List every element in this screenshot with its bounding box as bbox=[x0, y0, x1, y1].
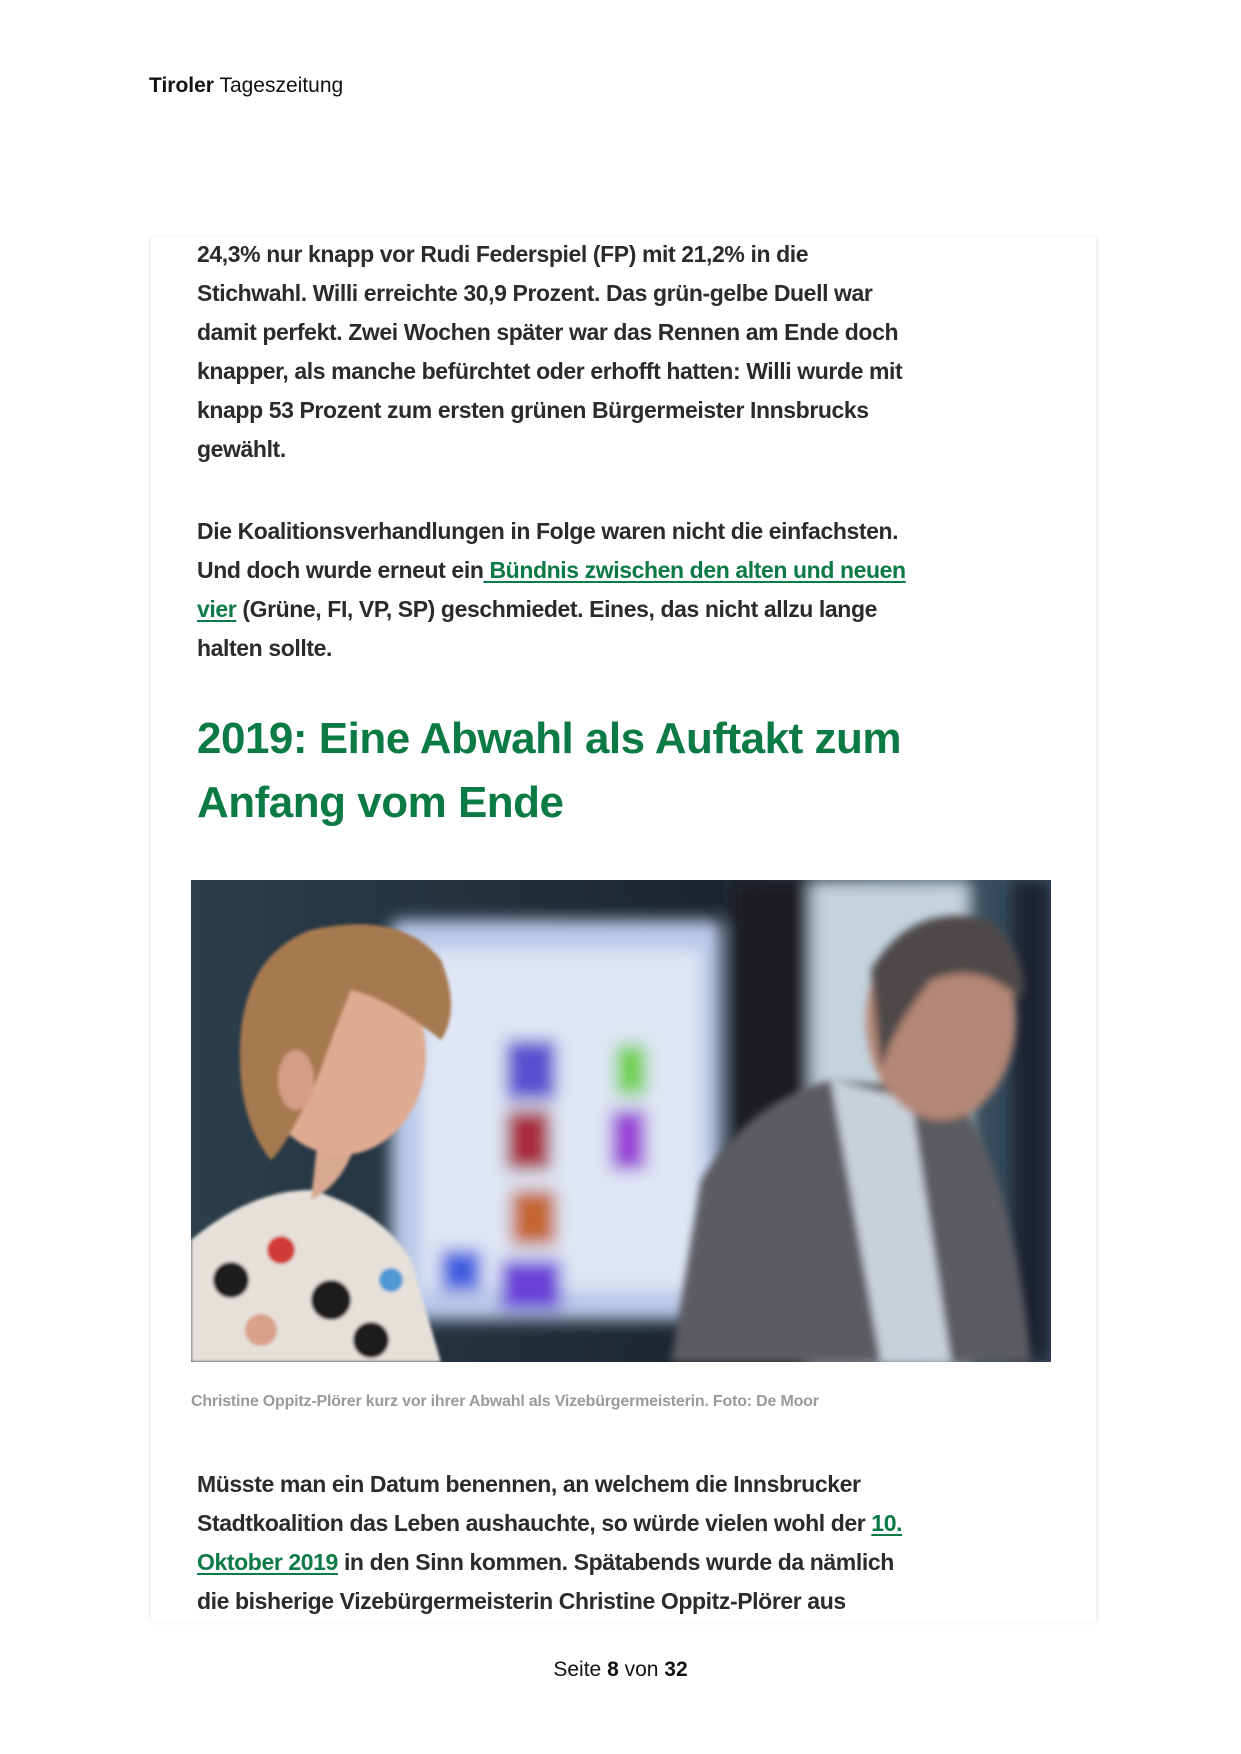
text-line: gewählt. bbox=[197, 436, 286, 462]
photo-caption: Christine Oppitz-Plörer kurz vor ihrer Abwahl als Vizebürgermeisterin. Foto: De Moor bbox=[191, 1393, 819, 1410]
text-line bbox=[197, 551, 906, 590]
coalition-link[interactable]: Bündnis zwischen den alten und neuen bbox=[483, 557, 906, 583]
heading-line: 2019: Eine Abwahl als Auftakt zum bbox=[197, 714, 901, 763]
text-line bbox=[197, 590, 906, 629]
current-page: 8 bbox=[607, 1658, 619, 1681]
text-line: die bisherige Vizebürgermeisterin Christine Oppitz-Plörer aus bbox=[197, 1588, 846, 1614]
brand-regular: Tageszeitung bbox=[219, 74, 344, 97]
text: Und doch wurde erneut ein bbox=[197, 557, 484, 583]
text: Stadtkoalition das Leben aushauchte, so würde vielen wohl der bbox=[197, 1510, 872, 1536]
publication-brand bbox=[149, 74, 343, 98]
text-line: damit perfekt. Zwei Wochen später war das Rennen am Ende doch bbox=[197, 319, 899, 345]
text-line: Stichwahl. Willi erreichte 30,9 Prozent. Das grün-gelbe Duell war bbox=[197, 280, 873, 306]
text: in den Sinn kommen. Spätabends wurde da nämlich bbox=[337, 1549, 894, 1575]
section-heading bbox=[197, 707, 901, 835]
page-prefix: Seite bbox=[553, 1658, 602, 1681]
article-card bbox=[150, 237, 1097, 1621]
text-line: knapper, als manche befürchtet oder erhofft hatten: Willi wurde mit bbox=[197, 358, 903, 384]
page-middle: von bbox=[624, 1658, 659, 1681]
text: (Grüne, FI, VP, SP) geschmiedet. Eines, das nicht allzu lange bbox=[236, 596, 878, 622]
text-line bbox=[197, 1543, 902, 1582]
heading-line: Anfang vom Ende bbox=[197, 778, 564, 827]
article-photo bbox=[191, 880, 1051, 1362]
paragraph-1 bbox=[197, 237, 902, 469]
text-line: knapp 53 Prozent zum ersten grünen Bürgermeister Innsbrucks bbox=[197, 397, 869, 423]
text-line: 24,3% nur knapp vor Rudi Federspiel (FP) mit 21,2% in die bbox=[197, 241, 809, 267]
paragraph-2 bbox=[197, 512, 906, 668]
date-link[interactable]: 10. bbox=[871, 1510, 903, 1536]
paragraph-3 bbox=[197, 1465, 902, 1621]
brand-bold: Tiroler bbox=[149, 74, 214, 97]
text-line: Die Koalitionsverhandlungen in Folge waren nicht die einfachsten. bbox=[197, 518, 899, 544]
text-line bbox=[197, 1504, 902, 1543]
coalition-link-cont[interactable]: vier bbox=[197, 596, 237, 622]
text-line: halten sollte. bbox=[197, 635, 332, 661]
text-line: Müsste man ein Datum benennen, an welchem die Innsbrucker bbox=[197, 1471, 861, 1497]
date-link-cont[interactable]: Oktober 2019 bbox=[197, 1549, 338, 1575]
total-pages: 32 bbox=[664, 1658, 688, 1681]
page-number bbox=[0, 1658, 1241, 1682]
